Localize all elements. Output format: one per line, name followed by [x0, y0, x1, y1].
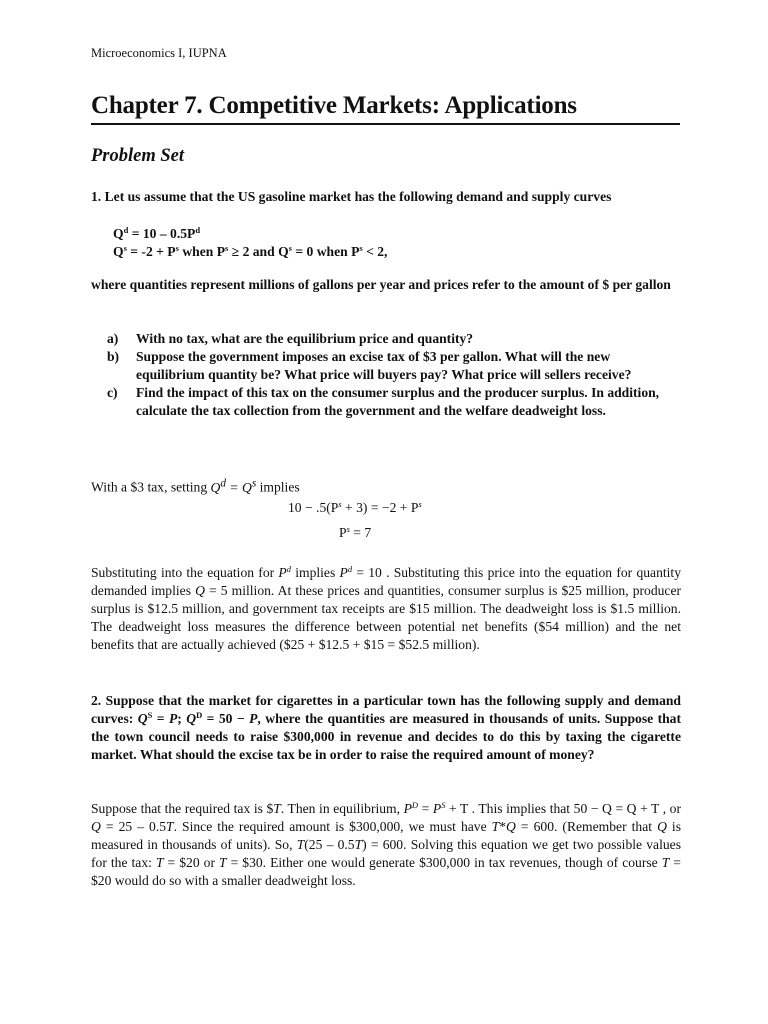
- problem-1-intro: 1. Let us assume that the US gasoline market has the following demand and supply curves: [91, 189, 612, 204]
- problem-1-questions: [107, 330, 677, 420]
- problem-1-units: where quantities represent millions of gallons per year and prices refer to the amount of $ per gallon: [91, 277, 671, 292]
- equilibrium-calc-1: $10 - .5(P^s + 3) = -2 + P^s$: [288, 499, 422, 515]
- section-subtitle: Problem Set: [91, 146, 185, 166]
- question-item: b) Suppose the government imposes an excise tax of $3 per gallon. What will the new equilibrium quantity be? What price will buyers pay? What price will sellers receive?: [107, 349, 632, 382]
- running-header: Microeconomics I, IUPNA: [91, 46, 227, 60]
- answer-2-paragraph: Suppose that the required tax is $T. Then in equilibrium, $P^D = P^S + T$ . This implies that 50 − Q = Q + T , or Q = 25 – 0.5T. Since the required amount is $300,000, we must have T*Q = 600. (Remember that Q is measured in thousands of units). So, T(25 – 0.5T) = 600. Solving this equation we get two possible values for the tax: T = $20 or T = $30. Either one would generate $300,000 in tax revenues, though of course T = $20 would do so with a smaller deadweight loss.: [91, 800, 681, 888]
- question-item: a) With no tax, what are the equilibrium price and quantity?: [107, 331, 474, 346]
- answer-1-intro: With a $3 tax, setting $Q^d = Q^s$ implies: [91, 477, 300, 495]
- question-item: c) Find the impact of this tax on the consumer surplus and the producer surplus. In addition, calculate the tax collection from the government and the welfare deadweight loss.: [107, 385, 660, 418]
- answer-1-paragraph: Substituting into the equation for $P^d$ implies $P^d = 10$ . Substituting this price into the equation for quantity demanded implies Q = 5 million. At these prices and quantities, consumer surplus is $25 million, producer surplus is $12.5 million, and government tax receipts are $15 million. The deadweight loss is $1.5 million. The deadweight loss measures the difference between potential net benefits ($54 million) and the net benefits that are actually achieved ($25 + $12.5 + $15 = $52.5 million).: [91, 564, 682, 652]
- demand-equation: $Q^d = 10 - 0.5P^d$: [113, 225, 201, 241]
- equilibrium-calc-2: $P^s = 7$: [339, 524, 372, 540]
- chapter-title: Chapter 7. Competitive Markets: Applications: [91, 92, 577, 119]
- supply-equation: $Q^s = -2 + P^s$ when $P^s \ge 2$ and $Q^s = 0$ when $P^s < 2$,: [113, 243, 388, 259]
- problem-2-question: 2. Suppose that the market for cigarettes in a particular town has the following supply and demand curves: $Q^S = P$; $Q^D = 50 - P$, where the quantities are measured in thousands of units. Suppose that the town council needs to raise $300,000 in revenue and decides to do this by taxing the cigarette market. What should the excise tax be in order to raise the required amount of money?: [91, 693, 681, 762]
- title-rule: [91, 123, 680, 125]
